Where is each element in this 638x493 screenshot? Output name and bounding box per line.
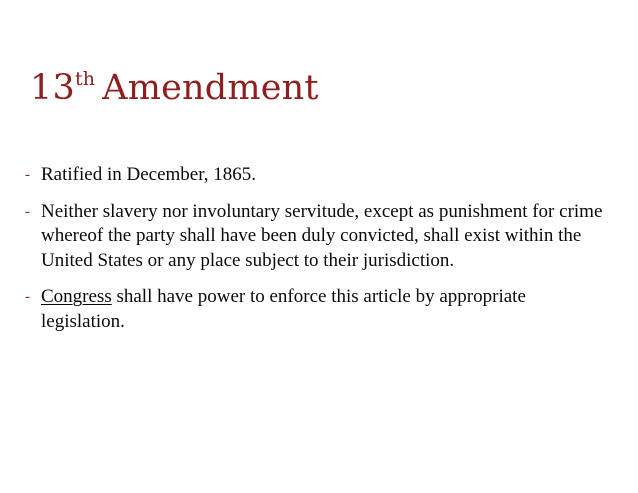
bullet-marker: - [25, 289, 30, 305]
bullet-item [22, 285, 612, 334]
title-number: 13 [30, 68, 75, 108]
bullet-text-rest: shall have power to enforce this article by appropriate legislation. [41, 286, 526, 332]
bullet-text: Ratified in December, 1865. [41, 164, 257, 185]
bullet-marker: - [25, 167, 30, 183]
bullet-text [41, 285, 612, 334]
slide-title [30, 66, 319, 110]
title-superscript: th [74, 68, 96, 90]
bullet-marker: - [25, 203, 30, 220]
bullet-item [22, 163, 612, 188]
bullet-item [22, 200, 612, 274]
bullet-list [22, 163, 612, 346]
title-word: Amendment [102, 68, 319, 108]
bullet-text: Neither slavery nor involuntary servitude, except as punishment for crime whereof the party shall have been duly convicted, shall exist within the United States or any place subject to their jurisdiction. [41, 200, 603, 271]
congress-link[interactable]: Congress [41, 286, 112, 307]
